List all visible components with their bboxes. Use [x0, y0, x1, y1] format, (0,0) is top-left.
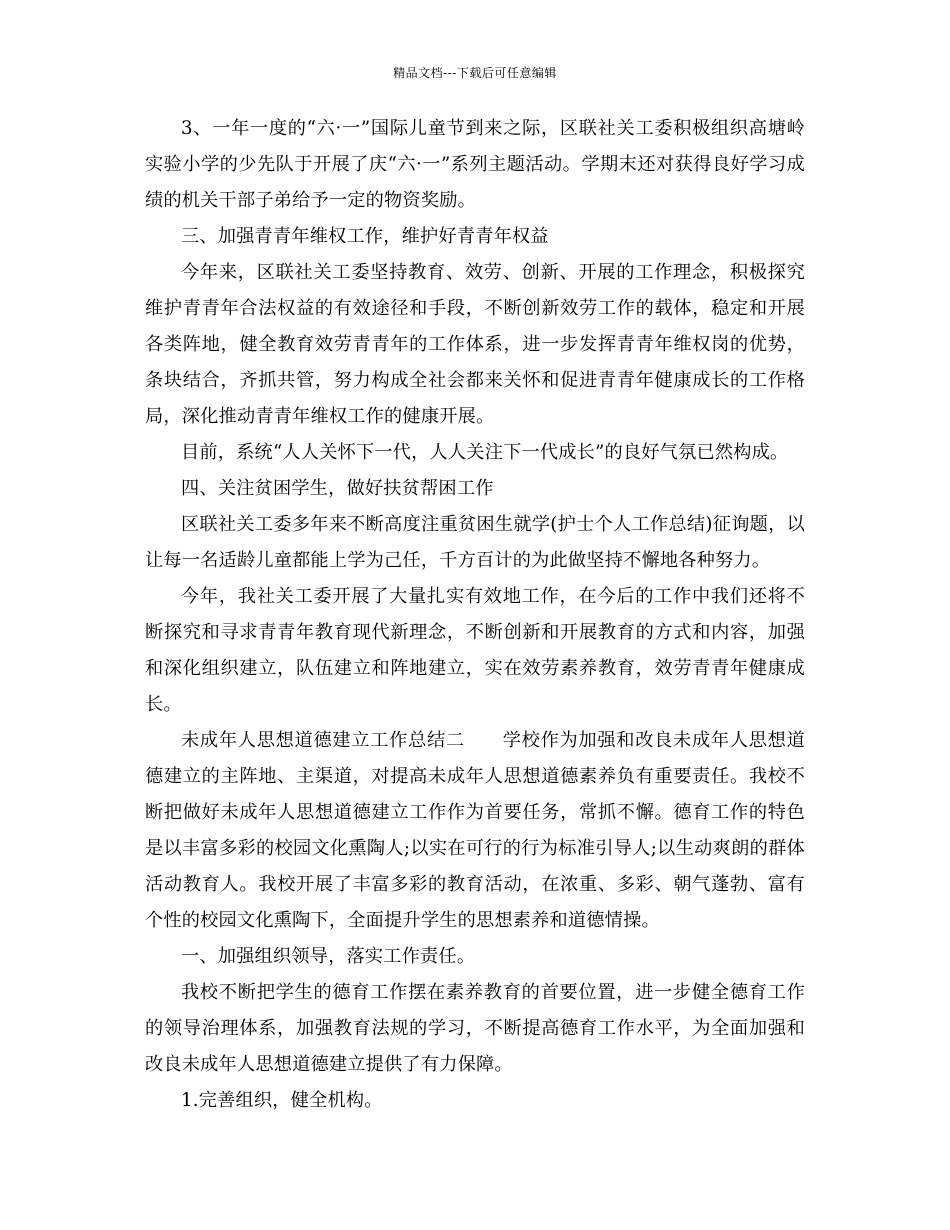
paragraph-children-day: 3、一年一度的“六·一”国际儿童节到来之际，区联社关工委积极组织高塘岭实验小学的少先队于开展了庆“六·一”系列主题活动。学期末还对获得良好学习成绩的机关干部子弟给予一定的物资奖励。	[145, 118, 805, 211]
paragraph-poverty-work: 区联社关工委多年来不断高度注重贫困生就学(护士个人工作总结)征询题，以让每一名适龄儿童都能上学为己任，千方百计的为此做坚持不懈地各种努力。	[145, 514, 805, 571]
section-heading-leadership: 一、加强组织领导，落实工作责任。	[181, 946, 476, 967]
section-heading-poverty: 四、关注贫困学生，做好扶贫帮困工作	[181, 478, 494, 499]
list-item-organization: 1.完善组织，健全机构。	[181, 1090, 383, 1111]
paragraph-atmosphere: 目前，系统“人人关怀下一代，人人关注下一代成长”的良好气氛已然构成。	[181, 442, 789, 463]
paragraph-leadership: 我校不断把学生的德育工作摆在素养教育的首要位置，进一步健全德育工作的领导治理体系，加强教育法规的学习，不断提高德育工作水平，为全面加强和改良未成年人思想道德建立提供了有力保障。	[145, 982, 805, 1075]
paragraph-summary-two: 未成年人思想道德建立工作总结二 学校作为加强和改良未成年人思想道德建立的主阵地、主渠道，对提高未成年人思想道德素养负有重要责任。我校不断把做好未成年人思想道德建立工作作为首要任务，常抓不懈。德育工作的特色是以丰富多彩的校园文化熏陶人;以实在可行的行为标准引导人;以生动爽朗的群体活动教育人。我校开展了丰富多彩的教育活动，在浓重、多彩、朝气蓬勃、富有个性的校园文化熏陶下，全面提升学生的思想素养和道德情操。	[145, 730, 805, 931]
section-heading-rights: 三、加强青青年维权工作，维护好青青年权益	[181, 226, 549, 247]
paragraph-this-year: 今年，我社关工委开展了大量扎实有效地工作，在今后的工作中我们还将不断探究和寻求青青年教育现代新理念，不断创新和开展教育的方式和内容，加强和深化组织建立，队伍建立和阵地建立，实在效劳素养教育，效劳青青年健康成长。	[145, 586, 805, 715]
paragraph-rights-work: 今年来，区联社关工委坚持教育、效劳、创新、开展的工作理念，积极探究维护青青年合法权益的有效途径和手段，不断创新效劳工作的载体，稳定和开展各类阵地，健全教育效劳青青年的工作体系，进一步发挥青青年维权岗的优势，条块结合，齐抓共管，努力构成全社会都来关怀和促进青青年健康成长的工作格局，深化推动青青年维权工作的健康开展。	[145, 262, 805, 427]
page-header: 精品文档---下载后可任意编辑	[393, 66, 557, 80]
document-body	[145, 111, 805, 1119]
